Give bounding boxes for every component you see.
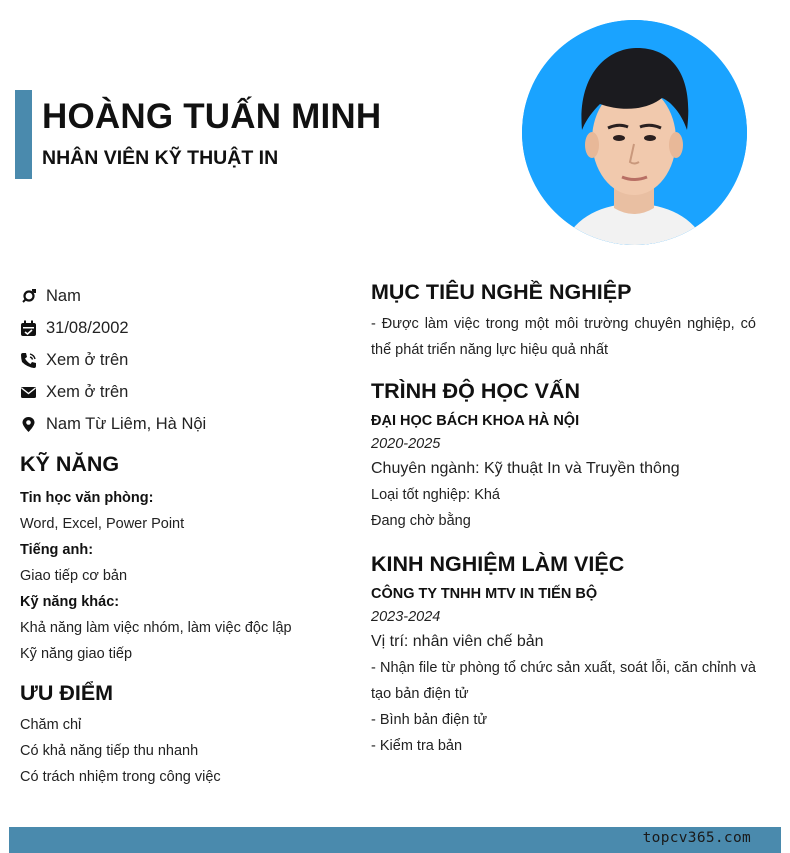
education-major: Chuyên ngành: Kỹ thuật In và Truyền thông [371, 460, 680, 477]
experience-duty: - Kiểm tra bản [371, 738, 463, 754]
skill-detail: Word, Excel, Power Point [20, 516, 185, 532]
skill-label: Kỹ năng khác: [20, 594, 120, 610]
objective-section [371, 280, 756, 363]
contact-gender-text: Nam [46, 286, 81, 305]
envelope-icon [20, 384, 37, 401]
profile-photo [522, 20, 747, 245]
contact-email-text: Xem ở trên [46, 382, 129, 401]
experience-heading: KINH NGHIỆM LÀM VIỆC [371, 552, 625, 576]
experience-duty: - Nhận file từ phòng tổ chức sản xuất, soát lỗi, căn chỉnh và tạo bản điện tử [371, 660, 756, 702]
map-pin-icon [20, 416, 37, 433]
skill-label: Tin học văn phòng: [20, 490, 154, 506]
strength-item: Chăm chỉ [20, 717, 82, 733]
skills-heading: KỸ NĂNG [20, 452, 120, 476]
contact-phone-text: Xem ở trên [46, 350, 129, 369]
strengths-section [20, 681, 350, 790]
skill-detail: Kỹ năng giao tiếp [20, 646, 133, 662]
footer-bar [9, 827, 781, 853]
contact-phone [20, 344, 350, 376]
education-period: 2020-2025 [371, 436, 441, 452]
skill-label: Tiếng anh: [20, 542, 94, 558]
strength-item: Có khả năng tiếp thu nhanh [20, 743, 199, 759]
skills-section [20, 452, 350, 667]
strength-item: Có trách nhiệm trong công việc [20, 769, 221, 785]
contact-address-text: Nam Từ Liêm, Hà Nội [46, 414, 207, 433]
contact-address [20, 408, 350, 440]
experience-position: Vị trí: nhân viên chế bản [371, 633, 544, 650]
strengths-heading: ƯU ĐIỂM [20, 681, 114, 705]
full-name: HOÀNG TUẤN MINH [42, 97, 382, 136]
contact-birthday [20, 312, 350, 344]
experience-duty: - Bình bản điện tử [371, 712, 488, 728]
education-section [371, 379, 756, 534]
education-heading: TRÌNH ĐỘ HỌC VẤN [371, 379, 581, 403]
objective-heading: MỤC TIÊU NGHỀ NGHIỆP [371, 280, 632, 304]
contact-info [20, 280, 350, 440]
phone-icon [20, 352, 37, 369]
calendar-icon [20, 320, 37, 337]
contact-gender [20, 280, 350, 312]
company-name: CÔNG TY TNHH MTV IN TIẾN BỘ [371, 586, 598, 602]
school-name: ĐẠI HỌC BÁCH KHOA HÀ NỘI [371, 413, 580, 429]
objective-text: - Được làm việc trong một môi trường chuyên nghiệp, có thể phát triển năng lực hiệu quả nhất [371, 316, 756, 358]
footer-site: topcv365.com [642, 830, 751, 846]
contact-email [20, 376, 350, 408]
skill-detail: Giao tiếp cơ bản [20, 568, 128, 584]
experience-section [371, 552, 756, 759]
gender-icon [20, 288, 37, 305]
education-grade: Loại tốt nghiệp: Khá [371, 487, 500, 503]
name-accent-bar [15, 90, 32, 179]
contact-birthday-text: 31/08/2002 [46, 318, 129, 337]
job-title: NHÂN VIÊN KỸ THUẬT IN [42, 147, 279, 169]
skill-detail: Khả năng làm việc nhóm, làm việc độc lập [20, 620, 292, 636]
education-status: Đang chờ bằng [371, 513, 471, 529]
experience-period: 2023-2024 [371, 609, 441, 625]
